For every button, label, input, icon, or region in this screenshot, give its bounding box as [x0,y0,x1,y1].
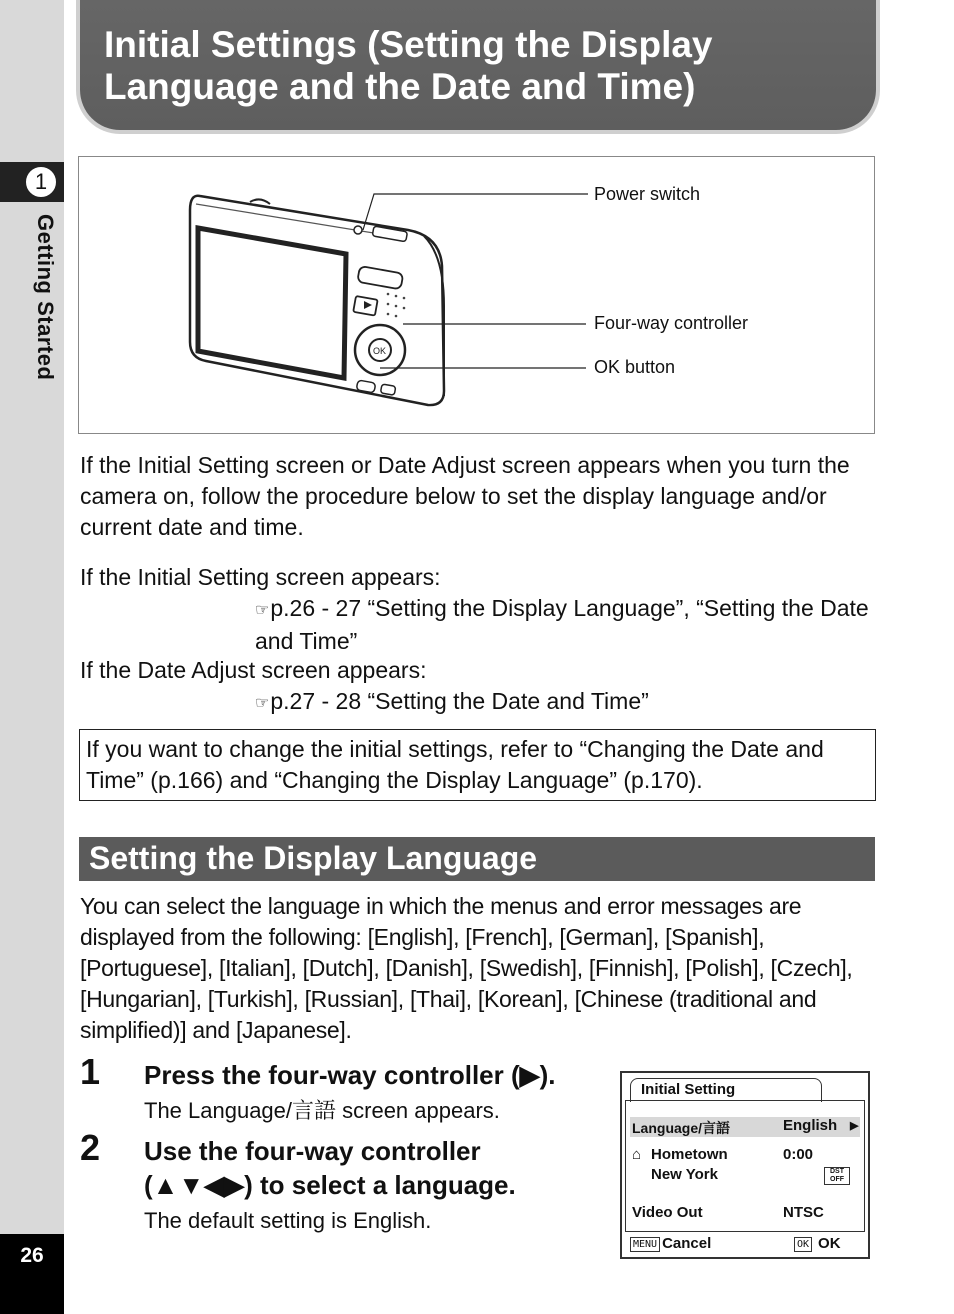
step-1-desc: The Language/言語 screen appears. [144,1098,500,1123]
menu-row-hometown-value: 0:00 [783,1146,814,1163]
case-ref-text: p.27 - 28 “Setting the Date and Time” [270,688,649,714]
dst-off-icon: DST OFF [824,1167,850,1185]
chapter-number: 1 [24,165,58,199]
callout-power-switch: Power switch [594,184,701,204]
menu-row-city-label: New York [651,1166,718,1183]
menu-row-hometown-label: Hometown [651,1146,728,1163]
menu-row-video-label: Video Out [632,1204,703,1221]
step-1-title: Press the four-way controller (▶). [144,1060,556,1090]
case-condition-initial: If the Initial Setting screen appears: [80,564,441,590]
home-icon: ⌂ [632,1146,642,1163]
intro-paragraph: If the Initial Setting screen or Date Adjust screen appears when you turn the camera on, follow the procedure below to set the display language and/or current date and time. [80,452,850,540]
camera-illustration [78,156,875,434]
section-body: You can select the language in which the menus and error messages are displayed from the following: [English], [French], [German], [Spanish], [Portuguese], [Italian], [Dutch], [Danish], [Swedish], [Finnish], [Polish], [Czech], [Hungarian], [Turkish], [Russian], [Thai], [Korean], [Chinese (traditional and simplified)] and [Japanese]. [80,893,853,1043]
step-1-number: 1 [80,1051,101,1092]
menu-footer-cancel [630,1235,711,1252]
page-number: 26 [20,1244,44,1267]
case-ref-date [255,686,875,719]
menu-footer-ok [794,1235,841,1252]
cancel-label: Cancel [662,1235,712,1252]
menu-row-language-value: English [783,1117,838,1134]
case-condition-date: If the Date Adjust screen appears: [80,657,427,683]
section-title: Setting the Display Language [89,840,538,876]
menu-row-video-value: NTSC [783,1204,824,1221]
chapter-label: Getting Started [33,214,58,381]
ok-label: OK [818,1235,841,1252]
callout-four-way-controller: Four-way controller [594,313,749,333]
step-2-number: 2 [80,1127,101,1168]
case-ref-text: p.26 - 27 “Setting the Display Language”, “Setting the Date and Time” [255,595,869,654]
step-2-desc: The default setting is English. [144,1208,432,1233]
reference-icon: ☞ [255,602,270,619]
ok-key-icon: OK [794,1237,812,1252]
step-2-title-line1: Use the four-way controller [144,1136,481,1166]
menu-key-icon: MENU [630,1237,660,1252]
chevron-right-icon: ▶ [850,1120,859,1132]
note-box: If you want to change the initial settings, refer to “Changing the Date and Time” (p.166) and “Changing the Display Language” (p.170). [79,729,876,801]
callout-ok-button: OK button [594,357,676,377]
menu-row-language-label: Language/言語 [632,1120,731,1136]
reference-icon: ☞ [255,695,270,712]
lcd-menu-tab: Initial Setting [630,1078,822,1102]
step-2-title-line2: (▲▼◀▶) to select a language. [144,1170,516,1200]
case-ref-initial [255,593,875,657]
page-title: Initial Settings (Setting the Display Language and the Date and Time) [104,24,713,107]
svg-text:OK: OK [373,346,387,356]
